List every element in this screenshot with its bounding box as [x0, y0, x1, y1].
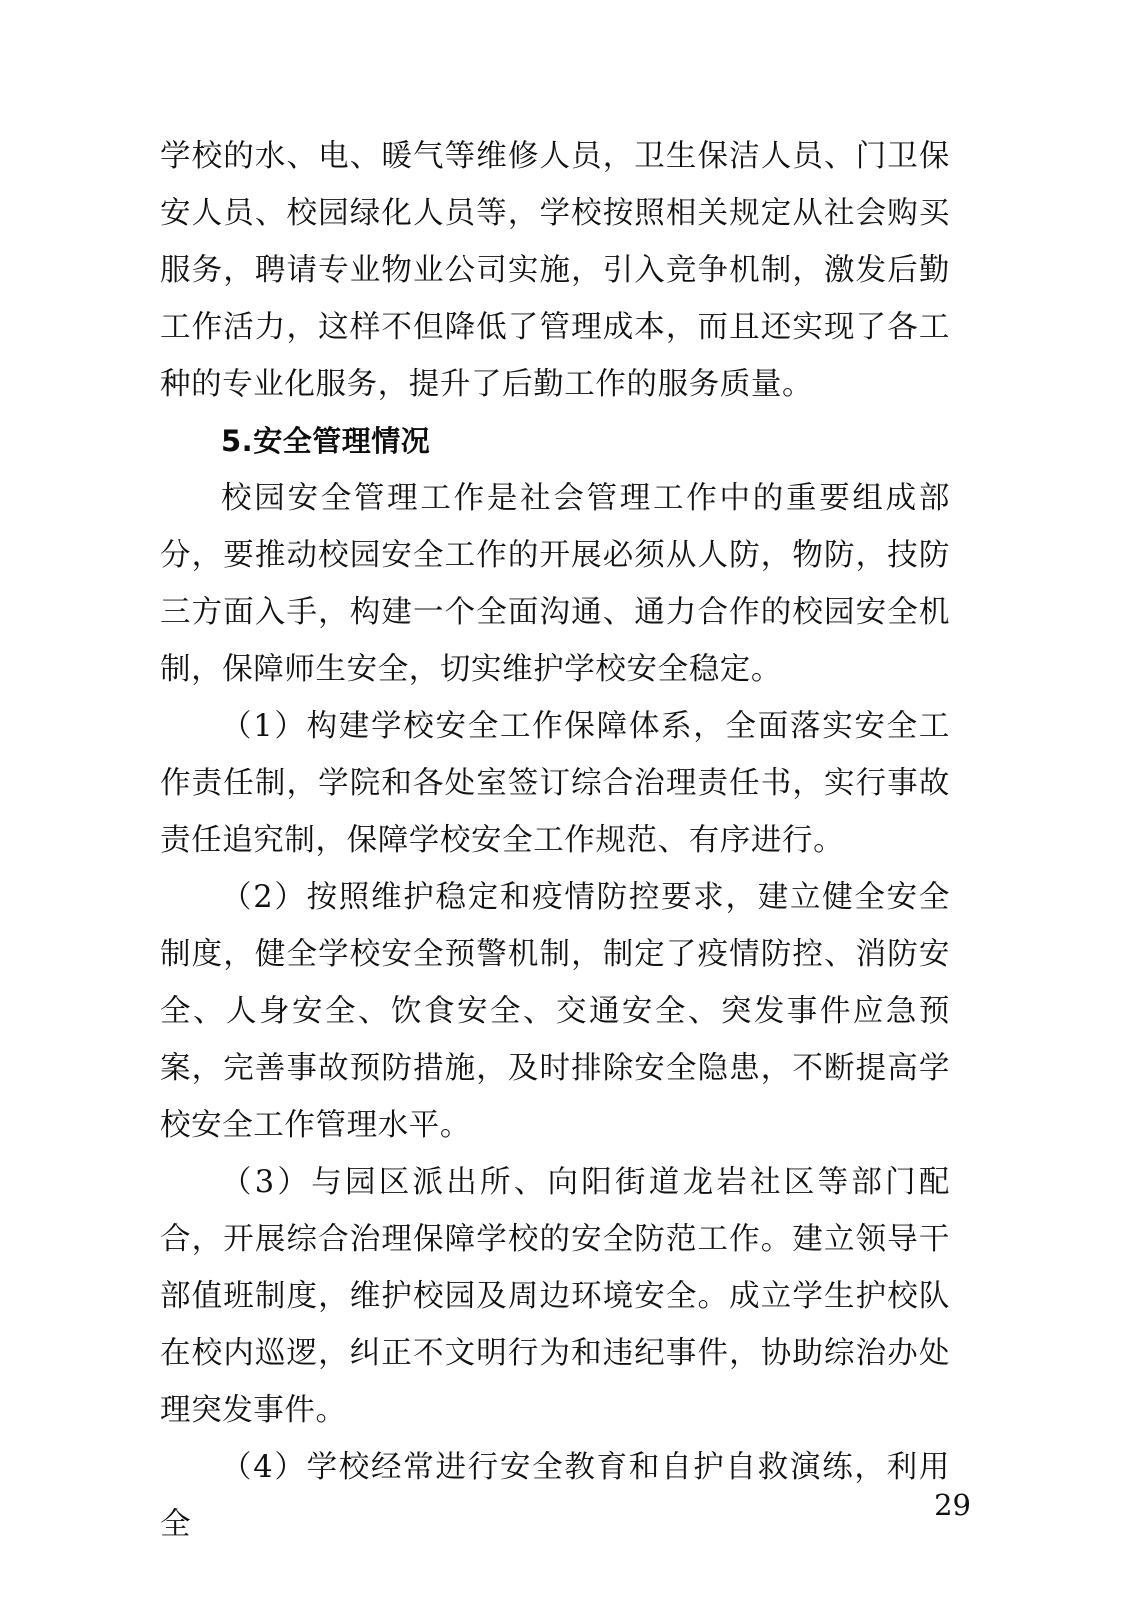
body-paragraph: （2）按照维护稳定和疫情防控要求，建立健全安全制度，健全学校安全预警机制，制定了疫情防控、消防安全、人身安全、饮食安全、交通安全、突发事件应急预案，完善事故预防措施，及时排除安全隐患，不断提高学校安全工作管理水平。: [160, 880, 950, 1143]
body-paragraph: 校园安全管理工作是社会管理工作中的重要组成部分，要推动校园安全工作的开展必须从人防，物防，技防三方面入手，构建一个全面沟通、通力合作的校园安全机制，保障师生安全，切实维护学校安全稳定。: [160, 481, 950, 687]
page-content: [160, 128, 950, 1553]
body-paragraph: 学校的水、电、暖气等维修人员，卫生保洁人员、门卫保安人员、校园绿化人员等，学校按照相关规定从社会购买服务，聘请专业物业公司实施，引入竞争机制，激发后勤工作活力，这样不但降低了管理成本，而且还实现了各工种的专业化服务，提升了后勤工作的服务质量。: [160, 139, 950, 402]
body-paragraph: （3）与园区派出所、向阳街道龙岩社区等部门配合，开展综合治理保障学校的安全防范工作。建立领导干部值班制度，维护校园及周边环境安全。成立学生护校队在校内巡逻，纠正不文明行为和违纪事件，协助综治办处理突发事件。: [160, 1165, 950, 1428]
body-paragraph: （4）学校经常进行安全教育和自护自救演练，利用全: [160, 1450, 950, 1542]
section-heading: 5.安全管理情况: [221, 424, 431, 458]
body-paragraph: （1）构建学校安全工作保障体系，全面落实安全工作责任制，学院和各处室签订综合治理责任书，实行事故责任追究制，保障学校安全工作规范、有序进行。: [160, 709, 950, 858]
page-number: 29: [934, 1488, 971, 1522]
